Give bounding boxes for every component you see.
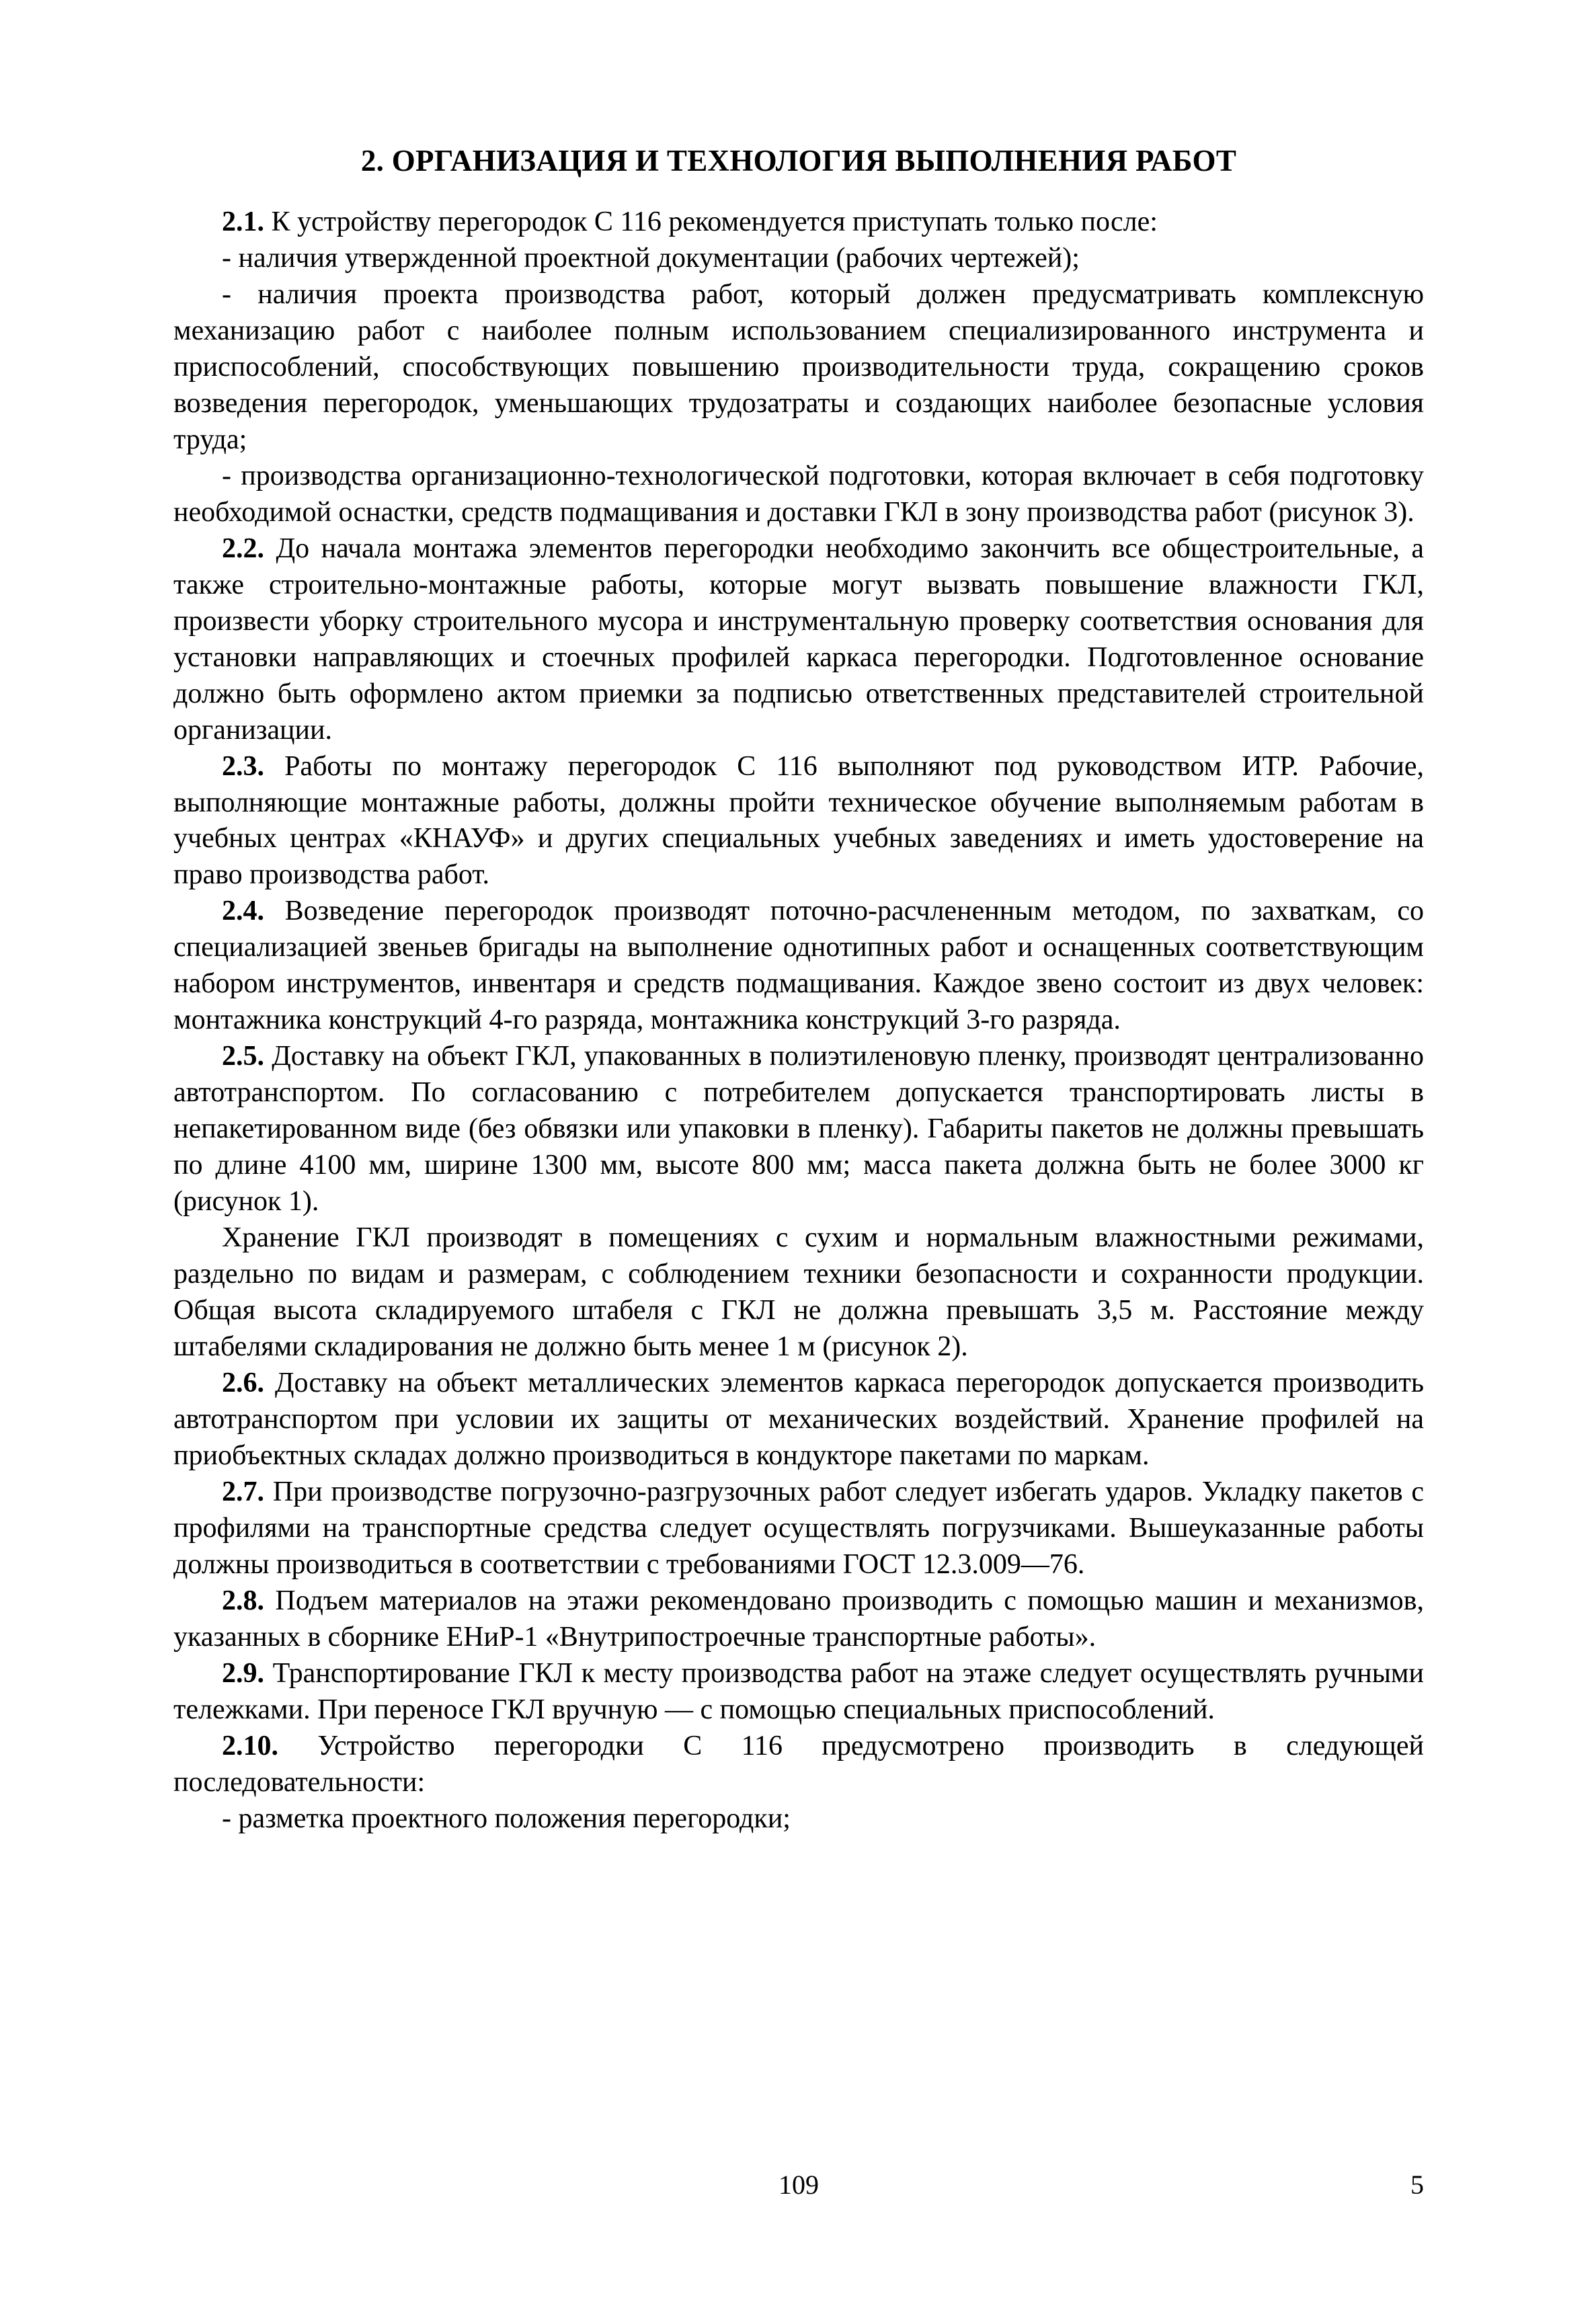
paragraph-text: Транспортирование ГКЛ к месту производства работ на этаже следует осуществлять ручными тележками. При переносе ГКЛ вручную — с помощью специальных приспособлений. — [173, 1657, 1424, 1725]
paragraph-text: К устройству перегородок С 116 рекомендуется приступать только после: — [264, 206, 1158, 237]
paragraph — [173, 459, 1424, 531]
paragraph-number: 2.2. — [222, 532, 264, 564]
paragraph-text: Хранение ГКЛ производят в помещениях с сухим и нормальным влажностными режимами, раздельно по видам и размерам, с соблюдением техники безопасности и сохранности продукции. Общая высота складируемого штабеля с ГКЛ не должна превышать 3,5 м. Расстояние между штабелями складирования не должно быть менее 1 м (рисунок 2). — [173, 1222, 1424, 1363]
footer-page-number-center: 109 — [779, 2170, 819, 2200]
paragraph — [173, 241, 1424, 277]
paragraph-number: 2.5. — [222, 1041, 264, 1072]
paragraph — [173, 1583, 1424, 1656]
paragraph-text: Доставку на объект металлических элементов каркаса перегородок допускается производить автотранспортом при условии их защиты от механических воздействий. Хранение профилей на приобъектных складах должно производиться в кондукторе пакетами по маркам. — [173, 1367, 1424, 1471]
paragraph-text: Доставку на объект ГКЛ, упакованных в полиэтиленовую пленку, производят централизованно автотранспортом. По согласованию с потребителем допускается транспортировать листы в непакетированном виде (без обвязки или упаковки в пленку). Габариты пакетов не должны превышать по длине 4100 мм, ширине 1300 мм, высоте 800 мм; масса пакета должна быть не более 3000 кг (рисунок 1). — [173, 1041, 1424, 1218]
paragraph — [173, 1729, 1424, 1801]
paragraph-text: Возведение перегородок производят поточно-расчлененным методом, по захваткам, со специализацией звеньев бригады на выполнение однотипных работ и оснащенных соответствующим набором инструментов, инвентаря и средств подмащивания. Каждое звено состоит из двух человек: монтажника конструкций 4-го разряда, монтажника конструкций 3-го разряда. — [173, 896, 1424, 1036]
paragraph — [173, 531, 1424, 749]
paragraph-number: 2.10. — [222, 1730, 278, 1761]
paragraph — [173, 277, 1424, 459]
paragraph — [173, 204, 1424, 241]
paragraph-text: - разметка проектного положения перегородки; — [222, 1802, 791, 1834]
page-title: 2. ОРГАНИЗАЦИЯ И ТЕХНОЛОГИЯ ВЫПОЛНЕНИЯ РАБОТ — [360, 144, 1237, 177]
paragraph — [173, 1474, 1424, 1583]
paragraph-number: 2.4. — [222, 896, 264, 927]
paragraph-number: 2.6. — [222, 1367, 264, 1398]
paragraph — [173, 1656, 1424, 1729]
paragraph-text: - наличия проекта производства работ, который должен предусматривать комплексную механизацию работ с наиболее полным использованием специализированного инструмента и приспособлений, способствующих повышению производительности труда, сокращению сроков возведения перегородок, уменьшающих трудозатраты и создающих наиболее безопасные условия труда; — [173, 278, 1424, 455]
paragraph-text: Устройство перегородки С 116 предусмотрено производить в следующей последовательности: — [173, 1730, 1424, 1798]
paragraph-number: 2.8. — [222, 1585, 264, 1616]
paragraph — [173, 749, 1424, 894]
paragraph — [173, 1801, 1424, 1837]
paragraph-text: При производстве погрузочно-разгрузочных работ следует избегать ударов. Укладку пакетов с профилями на транспортные средства следует осуществлять погрузчиками. Вышеуказанные работы должны производиться в соответствии с требованиями ГОСТ 12.3.009—76. — [173, 1476, 1424, 1580]
paragraph-number: 2.1. — [222, 206, 264, 237]
page-content — [173, 143, 1424, 1837]
paragraph-number: 2.9. — [222, 1657, 264, 1689]
paragraph-number: 2.7. — [222, 1476, 264, 1507]
paragraph — [173, 1365, 1424, 1474]
paragraph — [173, 894, 1424, 1039]
paragraph-text: Подъем материалов на этажи рекомендовано производить с помощью машин и механизмов, указанных в сборнике ЕНиР-1 «Внутрипостроечные транспортные работы». — [173, 1585, 1424, 1653]
footer-page-number-right: 5 — [1410, 2170, 1424, 2200]
paragraph-number: 2.3. — [222, 750, 264, 782]
paragraph — [173, 1039, 1424, 1220]
paragraph-text: - производства организационно-технологической подготовки, которая включает в себя подготовку необходимой оснастки, средств подмащивания и доставки ГКЛ в зону производства работ (рисунок 3). — [173, 460, 1424, 528]
paragraph-text: До начала монтажа элементов перегородки необходимо закончить все общестроительные, а также строительно-монтажные работы, которые могут вызвать повышение влажности ГКЛ, произвести уборку строительного мусора и инструментальную проверку соответствия основания для установки направляющих и стоечных профилей каркаса перегородки. Подготовленное основание должно быть оформлено актом приемки за подписью ответственных представителей строительной организации. — [173, 532, 1424, 746]
paragraph — [173, 1220, 1424, 1365]
paragraph-text: Работы по монтажу перегородок С 116 выполняют под руководством ИТР. Рабочие, выполняющие монтажные работы, должны пройти техническое обучение выполняемым работам в учебных центрах «КНАУФ» и других специальных учебных заведениях и иметь удостоверение на право производства работ. — [173, 750, 1424, 891]
paragraph-text: - наличия утвержденной проектной документации (рабочих чертежей); — [222, 242, 1080, 274]
